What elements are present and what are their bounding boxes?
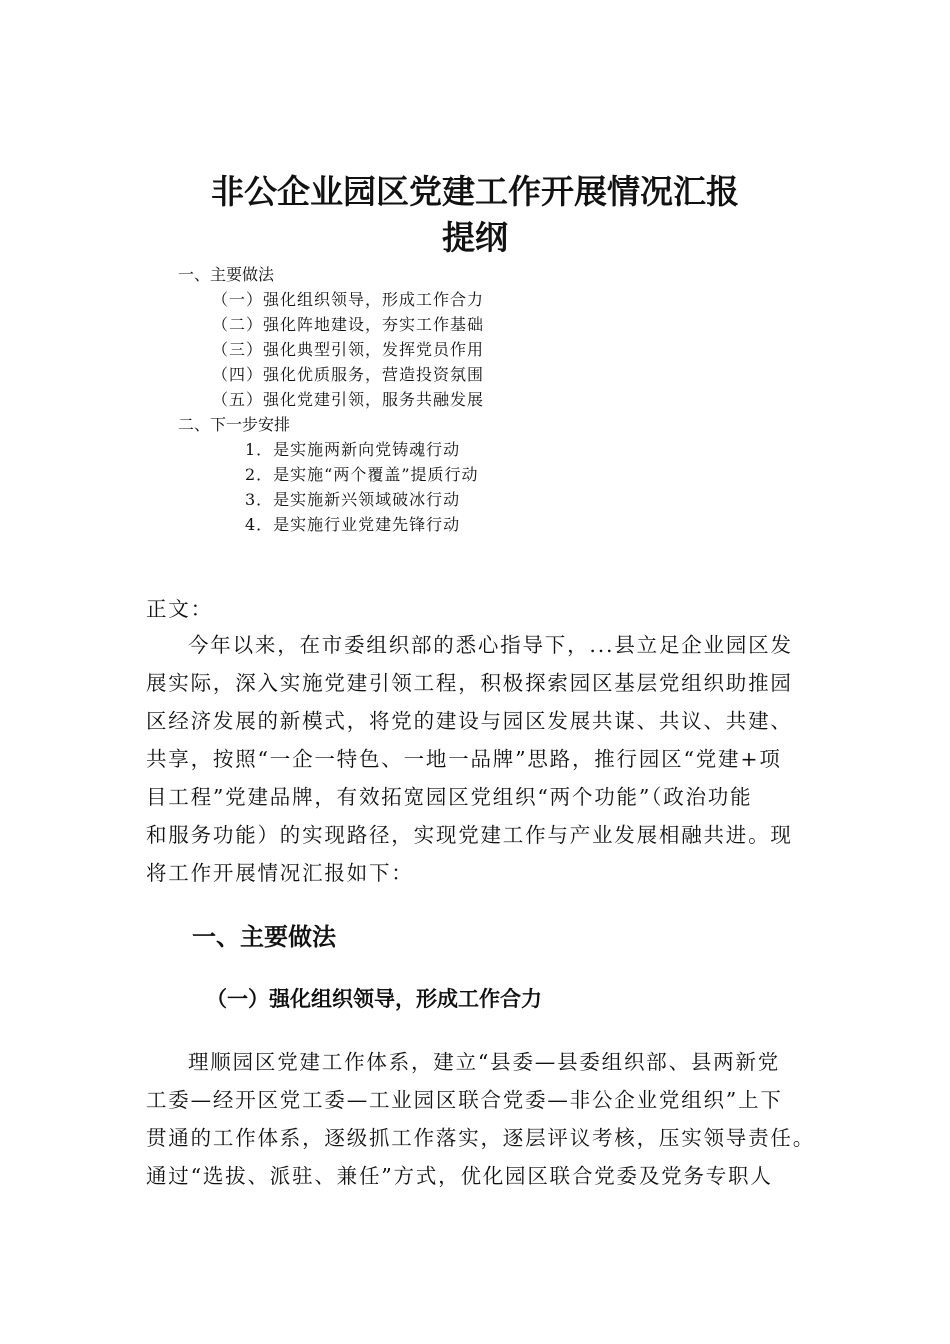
paragraph-line: 展实际，深入实施党建引领工程，积极探索园区基层党组织助推园	[146, 671, 793, 695]
paragraph-line: 区经济发展的新模式，将党的建设与园区发展共谋、共议、共建、	[146, 709, 793, 733]
outline-heading-main-practices: 一、主要做法	[178, 265, 275, 284]
outline-item: （五）强化党建引领，服务共融发展	[212, 390, 485, 409]
document-title-line1: 非公企业园区党建工作开展情况汇报	[211, 172, 739, 211]
subsection-heading-organization-leadership: （一）强化组织领导，形成工作合力	[206, 987, 542, 1011]
paragraph-line: 工委—经开区党工委—工业园区联合党委—非公企业党组织”上下	[146, 1088, 783, 1112]
outline-item: （三）强化典型引领，发挥党员作用	[212, 340, 485, 359]
outline-item: 4．是实施行业党建先锋行动	[245, 515, 461, 534]
paragraph-line: 贯通的工作体系，逐级抓工作落实，逐层评议考核，压实领导责任。	[146, 1126, 815, 1150]
paragraph-line: 将工作开展情况汇报如下：	[146, 861, 414, 885]
body-label: 正文：	[146, 597, 213, 621]
paragraph-line: 目工程”党建品牌，有效拓宽园区党组织“两个功能”（政治功能	[146, 785, 753, 809]
outline-item: （一）强化组织领导，形成工作合力	[212, 290, 485, 309]
outline-item: 1．是实施两新向党铸魂行动	[245, 440, 461, 459]
paragraph-line: 理顺园区党建工作体系，建立“县委—县委组织部、县两新党	[188, 1050, 781, 1074]
section-heading-main-practices: 一、主要做法	[192, 923, 336, 951]
paragraph-line: 通过“选拔、派驻、兼任”方式，优化园区联合党委及党务专职人	[146, 1164, 773, 1188]
document-title-line2: 提纲	[442, 218, 508, 257]
outline-heading-next-steps: 二、下一步安排	[178, 415, 291, 434]
outline-item: 2．是实施“两个覆盖”提质行动	[245, 465, 479, 484]
paragraph-line: 今年以来，在市委组织部的悉心指导下，...县立足企业园区发	[188, 633, 793, 657]
outline-item: （四）强化优质服务，营造投资氛围	[212, 365, 485, 384]
outline-item: 3．是实施新兴领域破冰行动	[245, 490, 461, 509]
paragraph-line: 和服务功能）的实现路径，实现党建工作与产业发展相融共进。现	[146, 823, 793, 847]
outline-item: （二）强化阵地建设，夯实工作基础	[212, 315, 485, 334]
paragraph-line: 共享，按照“一企一特色、一地一品牌”思路，推行园区“党建+项	[146, 747, 782, 771]
